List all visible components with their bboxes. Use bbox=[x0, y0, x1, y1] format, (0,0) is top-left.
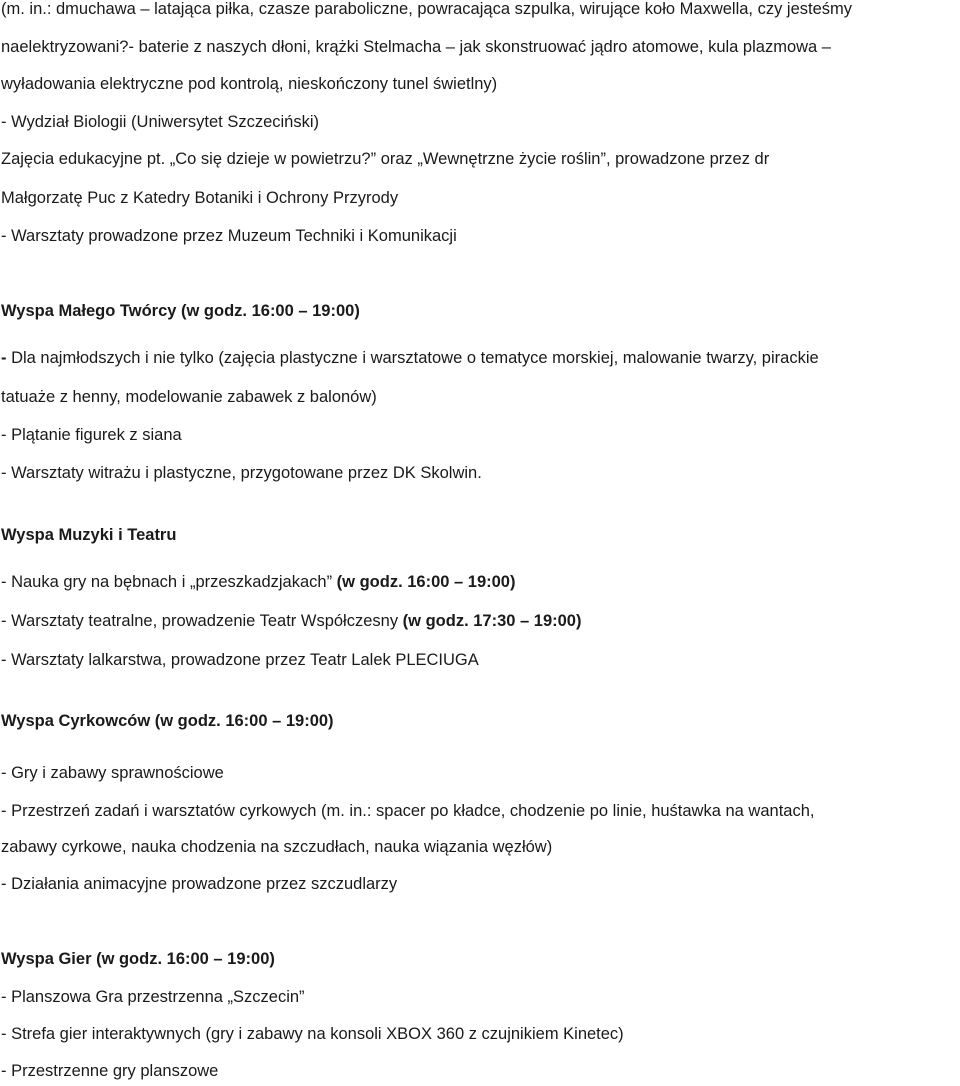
cyrkowcow-item-2-cont: zabawy cyrkowe, nauka chodzenia na szczudłach, nauka wiązania węzłów) bbox=[1, 838, 553, 856]
intro-line-5-title: „Co się dzieje w powietrzu?” bbox=[169, 150, 381, 168]
cyrkowcow-item-2: - Przestrzeń zadań i warsztatów cyrkowych (m. in.: spacer po kładce, chodzenie po linie, huśtawka na wantach, bbox=[1, 802, 815, 820]
intro-line-5-prefix: Zajęcia edukacyjne pt. bbox=[1, 150, 170, 168]
intro-line-2: naelektryzowani?- baterie z naszych dłoni, krążki Stelmacha – jak skonstruować jądro atomowe, kula plazmowa – bbox=[1, 38, 831, 56]
cyrkowcow-item-3: - Działania animacyjne prowadzone przez szczudlarzy bbox=[1, 875, 398, 893]
section-heading-cyrkowcow: Wyspa Cyrkowców (w godz. 16:00 – 19:00) bbox=[1, 712, 334, 730]
gier-item-3: - Przestrzenne gry planszowe bbox=[1, 1062, 219, 1080]
intro-line-6: Małgorzatę Puc z Katedry Botaniki i Ochrony Przyrody bbox=[1, 189, 399, 207]
intro-line-4: - Wydział Biologii (Uniwersytet Szczeciński) bbox=[1, 113, 320, 131]
intro-line-5 bbox=[1, 148, 769, 170]
tworcy-item-3: - Warsztaty witrażu i plastyczne, przygotowane przez DK Skolwin. bbox=[1, 464, 482, 482]
muzyki-item-1-text: - Nauka gry na bębnach i „przeszkadzjakach” bbox=[1, 573, 337, 591]
intro-line-7: - Warsztaty prowadzone przez Muzeum Techniki i Komunikacji bbox=[1, 227, 457, 245]
tworcy-item-1-dash: - bbox=[1, 349, 12, 367]
intro-line-1: (m. in.: dmuchawa – latająca piłka, czasze paraboliczne, powracająca szpulka, wirujące koło Maxwella, czy jesteśmy bbox=[1, 0, 853, 18]
muzyki-item-2 bbox=[1, 610, 581, 632]
gier-item-1: - Planszowa Gra przestrzenna „Szczecin” bbox=[1, 988, 305, 1006]
intro-line-3: wyładowania elektryczne pod kontrolą, nieskończony tunel świetlny) bbox=[1, 75, 498, 93]
section-heading-tworcy: Wyspa Małego Twórcy (w godz. 16:00 – 19:00) bbox=[1, 302, 360, 320]
muzyki-item-1-time: (w godz. 16:00 – 19:00) bbox=[336, 573, 516, 591]
muzyki-item-2-text: - Warsztaty teatralne, prowadzenie Teatr Współczesny bbox=[1, 612, 403, 630]
cyrkowcow-item-1: - Gry i zabawy sprawnościowe bbox=[1, 764, 224, 782]
tworcy-item-1-text: Dla najmłodszych i nie tylko (zajęcia plastyczne i warsztatowe o tematyce morskiej, malowanie twarzy, pirackie bbox=[11, 349, 819, 367]
gier-item-2: - Strefa gier interaktywnych (gry i zabawy na konsoli XBOX 360 z czujnikiem Kinetec) bbox=[1, 1025, 624, 1043]
muzyki-item-3: - Warsztaty lalkarstwa, prowadzone przez Teatr Lalek PLECIUGA bbox=[1, 651, 479, 669]
tworcy-item-2: - Plątanie figurek z siana bbox=[1, 426, 182, 444]
muzyki-item-1 bbox=[1, 571, 515, 593]
muzyki-item-2-time: (w godz. 17:30 – 19:00) bbox=[402, 612, 582, 630]
intro-line-5-rest: oraz „Wewnętrzne życie roślin”, prowadzone przez dr bbox=[380, 150, 770, 168]
section-heading-gier: Wyspa Gier (w godz. 16:00 – 19:00) bbox=[1, 950, 275, 968]
tworcy-item-1-cont: tatuaże z henny, modelowanie zabawek z balonów) bbox=[1, 388, 377, 406]
tworcy-item-1 bbox=[1, 347, 819, 369]
section-heading-muzyki: Wyspa Muzyki i Teatru bbox=[1, 526, 177, 544]
